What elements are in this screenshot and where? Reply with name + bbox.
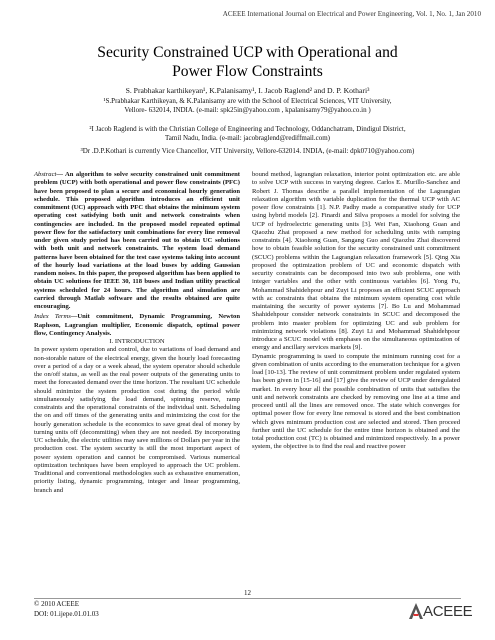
title-line-1: Security Constrained UCP with Operational and <box>97 44 398 61</box>
index-terms <box>34 313 240 338</box>
right-column <box>252 171 460 452</box>
affiliation-1b <box>0 106 495 115</box>
intro-paragraph: In power system operation and control, due to variations of load demand and non-storable nature of the electrical energy, given the hourly load forecasting over a period of a day or a week ahead, the system operator should schedule the on/off status, as well as the real power outputs of the generating units to meet the forecasted demand over the time horizon. The resultant UC schedule should minimize the system production cost during the period while simultaneously satisfying the load demand, spinning reserve, ramp constraints and the operational constraints of the individual unit. Scheduling the on and off times of the generating units and minimizing the cost for the hourly generation schedule is the economics to save great deal of money by turning units off (decommiting) when they are not needed. By incorporating UC schedule, the electric utilities may save millions of Dollars per year in the production cost. The system security is still the most important aspect of power system operation and cannot be compromised. Various numerical optimization techniques have been employed to approach the UC problem. Traditional and conventional methodologies such as exhaustive enumeration, priority listing, dynamic programming, integer and linear programming, branch and <box>34 346 240 494</box>
affiliation-1a: ¹S.Prabhakar Karthikeyan, & K.Palanisamy are with the School of Electrical Sciences, VIT University, <box>103 97 392 105</box>
title-line-2: Power Flow Constraints <box>172 63 323 80</box>
journal-header: ACEEE International Journal on Electrical and Power Engineering, Vol. 1, No. 1, Jan 2010 <box>222 10 481 18</box>
abstract-text: — An algorithm to solve security constrained unit commitment problem (UCP) with both operational and power flow constraints (PFC) have been proposed to plan a secure and economical hourly generation schedule. This proposed algorithm introduces an efficient unit commitment (UC) approach with PFC that obtains the minimum system operating cost satisfying both unit and network constraints when contingencies are included. In the proposed model repeated optimal power flow for the satisfactory unit combinations for every line removal under given study period has been carried out to obtain UC solutions with both unit and network constraints. The system load demand patterns have been obtained for the test case systems taking into account of the hourly load variations at the load buses by adding Gaussian random noises. In this paper, the proposed algorithm has been applied to obtain UC solutions for IEEE 30, 118 buses and Indian utility practical systems scheduled for 24 hours. The algorithm and simulation are carried through Matlab software and the results obtained are quite encouraging. <box>34 171 240 310</box>
right-paragraph-2: Dynamic programming is used to compute the minimum running cost for a given combination of units according to the enumeration technique for a given load [10-13]. The review of unit commitment problem under regulated system has been given in [15-16] and [17] give the review of UCP under deregulated market. In every hour all the possible combination of units that satisfies the unit and network constraints are checked by removing one line at a time and proceed until all the lines are removed once. The state which converges for optimal power flow for every line removal is stored and the best combination which gives minimum production cost are selected and stored. Then proceed further until the UC schedule for the entire time horizon is obtained and the total production cost (TC) is obtained and minimized respectively. In a power system, the objective is to find the real and reactive power <box>252 352 460 451</box>
affiliation-2a: ²I Jacob Raglend is with the Christian College of Engineering and Technology, Oddanchatram, Dindigul District, <box>89 125 406 133</box>
footer-info <box>34 600 99 619</box>
left-column <box>34 171 240 495</box>
aceee-logo <box>405 600 481 626</box>
page-number: 12 <box>244 589 251 597</box>
author-list: S. Prabhakar karthikeyan¹, K.Palanisamy¹, I. Jacob Raglend² and D. P. Kothari³ <box>125 86 370 95</box>
affiliation-3: ³Dr .D.P.Kothari is currently Vice Chancellor, VIT University, Vellore-632014. INDIA, (e-mail: dpk0710@yahoo.com) <box>80 147 415 155</box>
doi-text: DOI: 01.ijepe.01.01.03 <box>34 609 99 618</box>
abstract-label: Abstract <box>34 171 57 178</box>
section-heading-introduction: I. INTRODUCTION <box>109 338 165 345</box>
right-paragraph-1: bound method, lagrangian relaxation, interior point optimization etc. are able to solve UCP with success in varying degree. Carlos E. Murillo-Sanchez and Robert J. Thomas describe a parallel implementation of the Lagrangian relaxation algorithm with variable duplication for the thermal UCP with AC power flow constraints [1]. N.P. Padhy made a comparative study for UCP using hybrid models [2]. Finardi and Silva proposes a model for solving the UCP of hydroelectric generating units [3]. Wei Fan, Xiaohong Guan and Qiaozhu Zhai proposed a new method for scheduling units with ramping constraints [4]. Xiaohong Guan, Sangang Guo and Qiaozhu Zhai discovered how to obtain feasible solution for the security constrained unit commitment (SCUC) problems within the Lagrangian relaxation framework [5]. Qing Xia proposed the optimization problem of UC and economic dispatch with security constraints can be decomposed into two sub problems, one with integer variables and the other with continuous variables [6]. Yong Fu, Mohammad Shahidehpour and Zuyi Li proposes an efficient SCUC approach with ac constraints that obtains the minimum system operating cost while maintaining the security of power systems [7]. Bo Lu and Mohammad Shahidehpour consider network constraints in SCUC and decomposed the problem into master problem for optimizing UC and sub problem for minimizing network violations [8]. Zuyi Li and Mohammad Shahidehpour introduce a SCUC model with emphases on the simultaneous optimization of energy and ancillary services markets [9]. <box>252 171 460 352</box>
aceee-logo-icon <box>408 602 424 620</box>
footer-divider <box>34 598 461 599</box>
copyright-text: © 2010 ACEEE <box>34 600 79 608</box>
abstract <box>34 171 240 311</box>
index-terms-label: Index Terms <box>34 313 71 321</box>
aceee-logo-text: ACEEE <box>423 603 473 620</box>
affiliation-1b-text: Vellore- 632014, INDIA. (e-mail: spk25in@yahoo.com , kpalanisamy79@yahoo.co.in ) <box>124 106 371 114</box>
index-terms-text: —Unit commitment, Dynamic Programming, Newton Raphson, Lagrangian multiplier, Economic dispatch, optimal power flow, Contingency Analysis. <box>34 313 240 337</box>
paper-title <box>0 43 495 81</box>
affiliation-2b: Tamil Nadu, India. (e-mail: jacobraglend@rediffmail.com) <box>164 134 331 142</box>
